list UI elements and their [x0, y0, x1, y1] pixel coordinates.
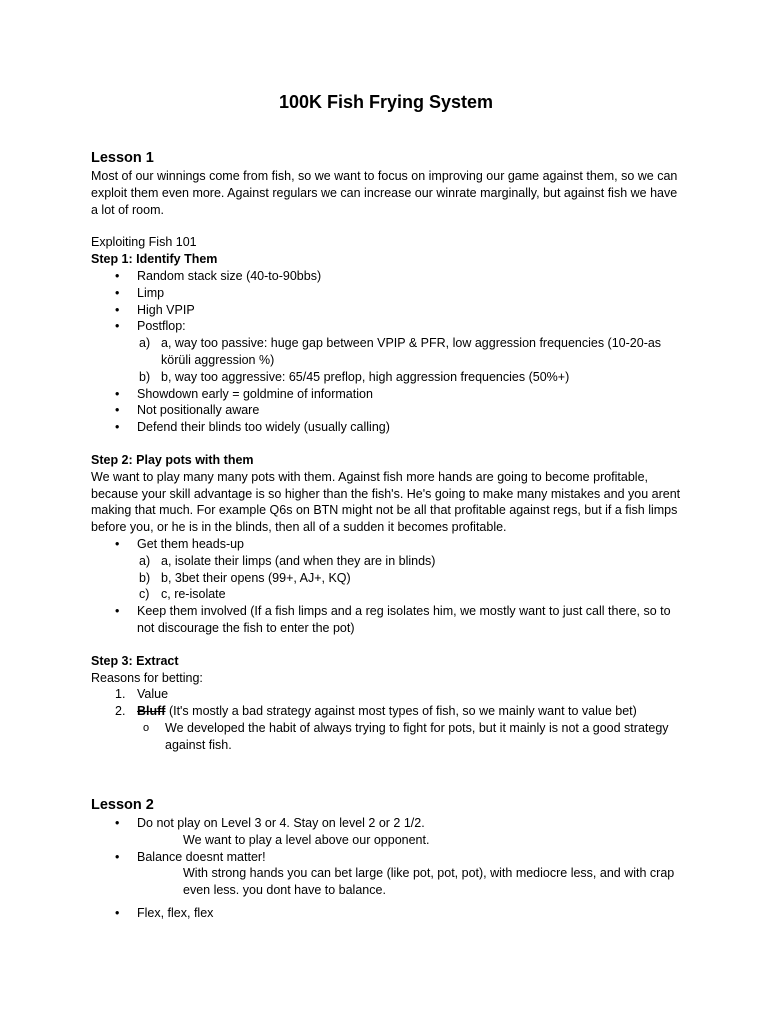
list-text: Value	[137, 687, 169, 702]
list-marker: a)	[139, 336, 151, 351]
list-text: a, way too passive: huge gap between VPIP & PFR, low aggression frequencies (10-20-as körüli aggression %)	[161, 336, 662, 367]
list-item	[91, 586, 681, 603]
lesson-2-list-3	[91, 905, 681, 922]
step-1-list	[91, 268, 681, 335]
list-item	[91, 335, 681, 369]
list-text: c, re-isolate	[161, 587, 226, 602]
lesson-2-heading: Lesson 2	[91, 797, 154, 813]
list-item: • High VPIP	[91, 302, 681, 319]
list-item: • Random stack size (40-to-90bbs)	[91, 268, 681, 285]
list-marker: c)	[139, 587, 150, 602]
list-marker: b)	[139, 369, 151, 384]
list-text: b, way too aggressive: 65/45 preflop, high aggression frequencies (50%+)	[161, 369, 570, 384]
lesson-1-heading: Lesson 1	[91, 150, 154, 166]
list-item: • Limp	[91, 285, 681, 302]
step-1-heading: Step 1: Identify Them	[91, 252, 218, 267]
list-item: • Not positionally aware	[91, 402, 681, 419]
list-item: • Showdown early = goldmine of information	[91, 386, 681, 403]
lesson-2-section	[91, 795, 681, 922]
bluff-sublist	[91, 720, 681, 754]
step-2-heading: Step 2: Play pots with them	[91, 452, 254, 467]
step-2-list-continued	[91, 603, 681, 637]
list-item: • Keep them involved (If a fish limps and a reg isolates him, we mostly want to just call there, so to not discourage the fish to enter the pot)	[91, 603, 681, 637]
step-2-list	[91, 536, 681, 553]
list-item: o We developed the habit of always trying to fight for pots, but it mainly is not a good strategy against fish.	[91, 720, 681, 754]
step-3-heading: Step 3: Extract	[91, 653, 179, 668]
list-marker: b)	[139, 570, 151, 585]
list-item: • Defend their blinds too widely (usually calling)	[91, 419, 681, 436]
list-note: With strong hands you can bet large (like pot, pot, pot), with mediocre less, and with crap even less. you dont have to balance.	[183, 866, 675, 898]
list-text: b, 3bet their opens (99+, AJ+, KQ)	[161, 570, 351, 585]
list-text: a, isolate their limps (and when they are in blinds)	[161, 553, 436, 568]
section-title: Exploiting Fish 101	[91, 235, 197, 250]
list-item: • Do not play on Level 3 or 4. Stay on level 2 or 2 1/2.	[91, 815, 681, 832]
list-item: • Flex, flex, flex	[91, 905, 681, 922]
list-item	[91, 553, 681, 570]
list-item	[91, 369, 681, 386]
step-1-list-continued	[91, 386, 681, 436]
postflop-sublist	[91, 335, 681, 385]
step-2-body: We want to play many many pots with them. Against fish more hands are going to become profitable, because your skill advantage is so higher than the fish's. He's going to make many mistakes and you arent making that much. For example Q6s on BTN might not be all that profitable against regs, but if a fish limps before you, or he is in the blinds, then all of a sudden it becomes profitable.	[91, 469, 681, 535]
lesson-2-list	[91, 815, 681, 832]
document-title: 100K Fish Frying System	[278, 92, 494, 112]
list-item: • Get them heads-up	[91, 536, 681, 553]
reasons-list	[91, 686, 681, 720]
list-item	[91, 703, 681, 720]
list-marker: a)	[139, 553, 151, 568]
list-item: • Postflop:	[91, 318, 681, 335]
list-item: • Balance doesnt matter!	[91, 849, 681, 866]
struck-text: Bluff	[137, 704, 166, 719]
lesson-1-section	[91, 148, 681, 754]
list-item	[91, 570, 681, 587]
list-marker: 1.	[115, 687, 126, 702]
list-item	[91, 686, 681, 703]
list-text: (It's mostly a bad strategy against most types of fish, so we mainly want to value bet)	[165, 704, 637, 719]
heads-up-sublist	[91, 553, 681, 603]
list-note: We want to play a level above our opponent.	[183, 832, 430, 847]
list-marker: 2.	[115, 704, 126, 719]
reasons-label: Reasons for betting:	[91, 670, 203, 685]
lesson-1-intro: Most of our winnings come from fish, so we want to focus on improving our game against them, so we can exploit them even more. Against regulars we can increase our winrate marginally, but against fish we have a lot of room.	[91, 169, 678, 217]
lesson-2-list-2	[91, 849, 681, 866]
